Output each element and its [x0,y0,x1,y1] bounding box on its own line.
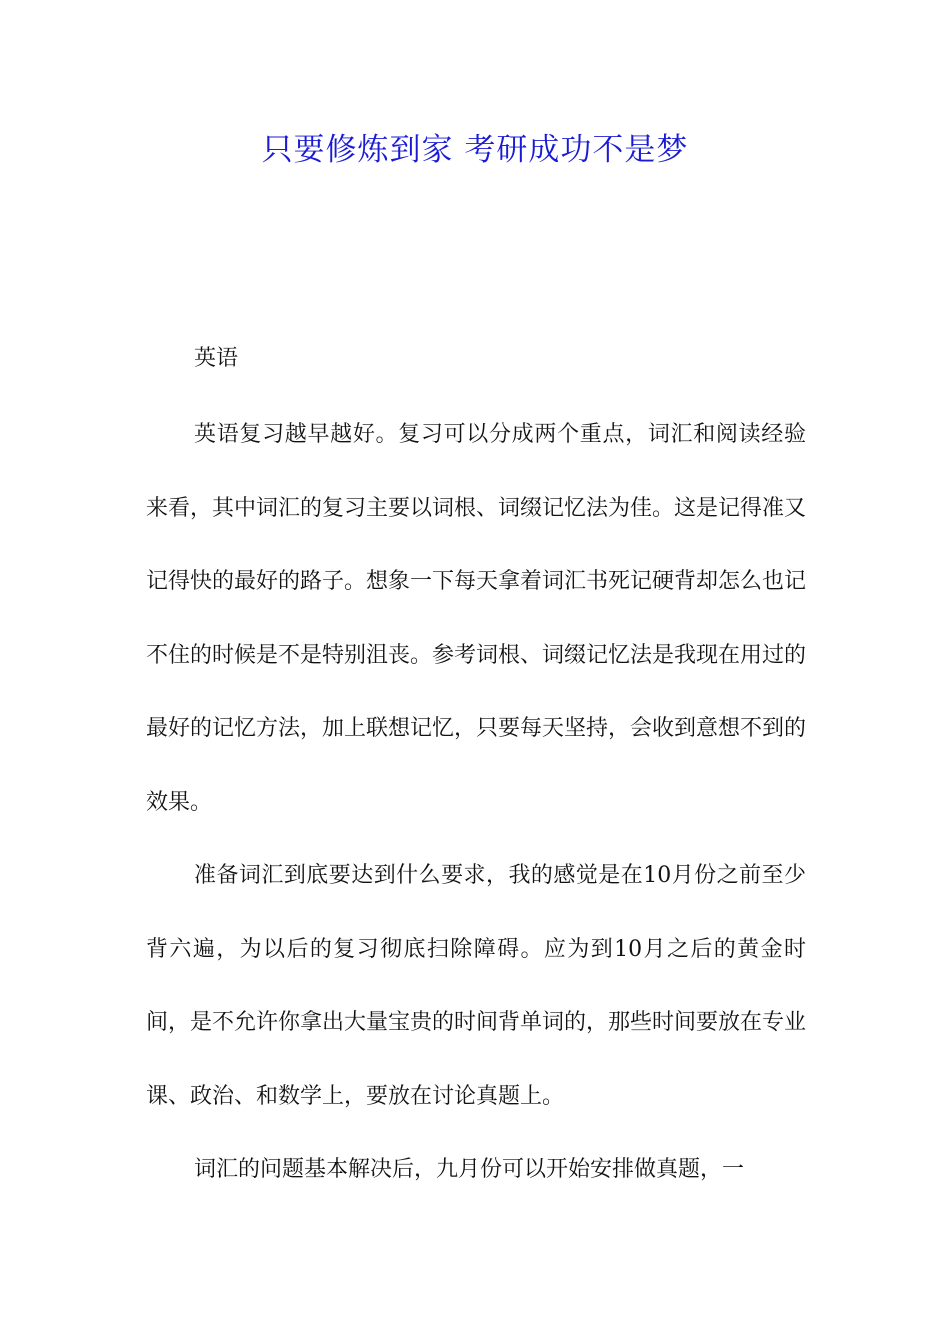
paragraph-container [146,398,806,1207]
paragraph-1: 英语复习越早越好。复习可以分成两个重点，词汇和阅读经验来看，其中词汇的复习主要以词根、词缀记忆法为佳。这是记得准又记得快的最好的路子。想象一下每天拿着词汇书死记硬背却怎么也记不住的时候是不是特别沮丧。参考词根、词缀记忆法是我现在用过的最好的记忆方法，加上联想记忆，只要每天坚持，会收到意想不到的效果。 [146,422,807,815]
paragraph-3: 词汇的问题基本解决后，九月份可以开始安排做真题，一 [194,1157,745,1182]
document-title: 只要修炼到家 考研成功不是梦 [261,132,689,168]
section-heading: 英语 [194,346,239,371]
paragraph-2: 准备词汇到底要达到什么要求，我的感觉是在10月份之前至少背六遍，为以后的复习彻底扫除障碍。应为到10月之后的黄金时间，是不允许你拿出大量宝贵的时间背单词的，那些时间要放在专业课、政治、和数学上，要放在讨论真题上。 [146,863,807,1109]
